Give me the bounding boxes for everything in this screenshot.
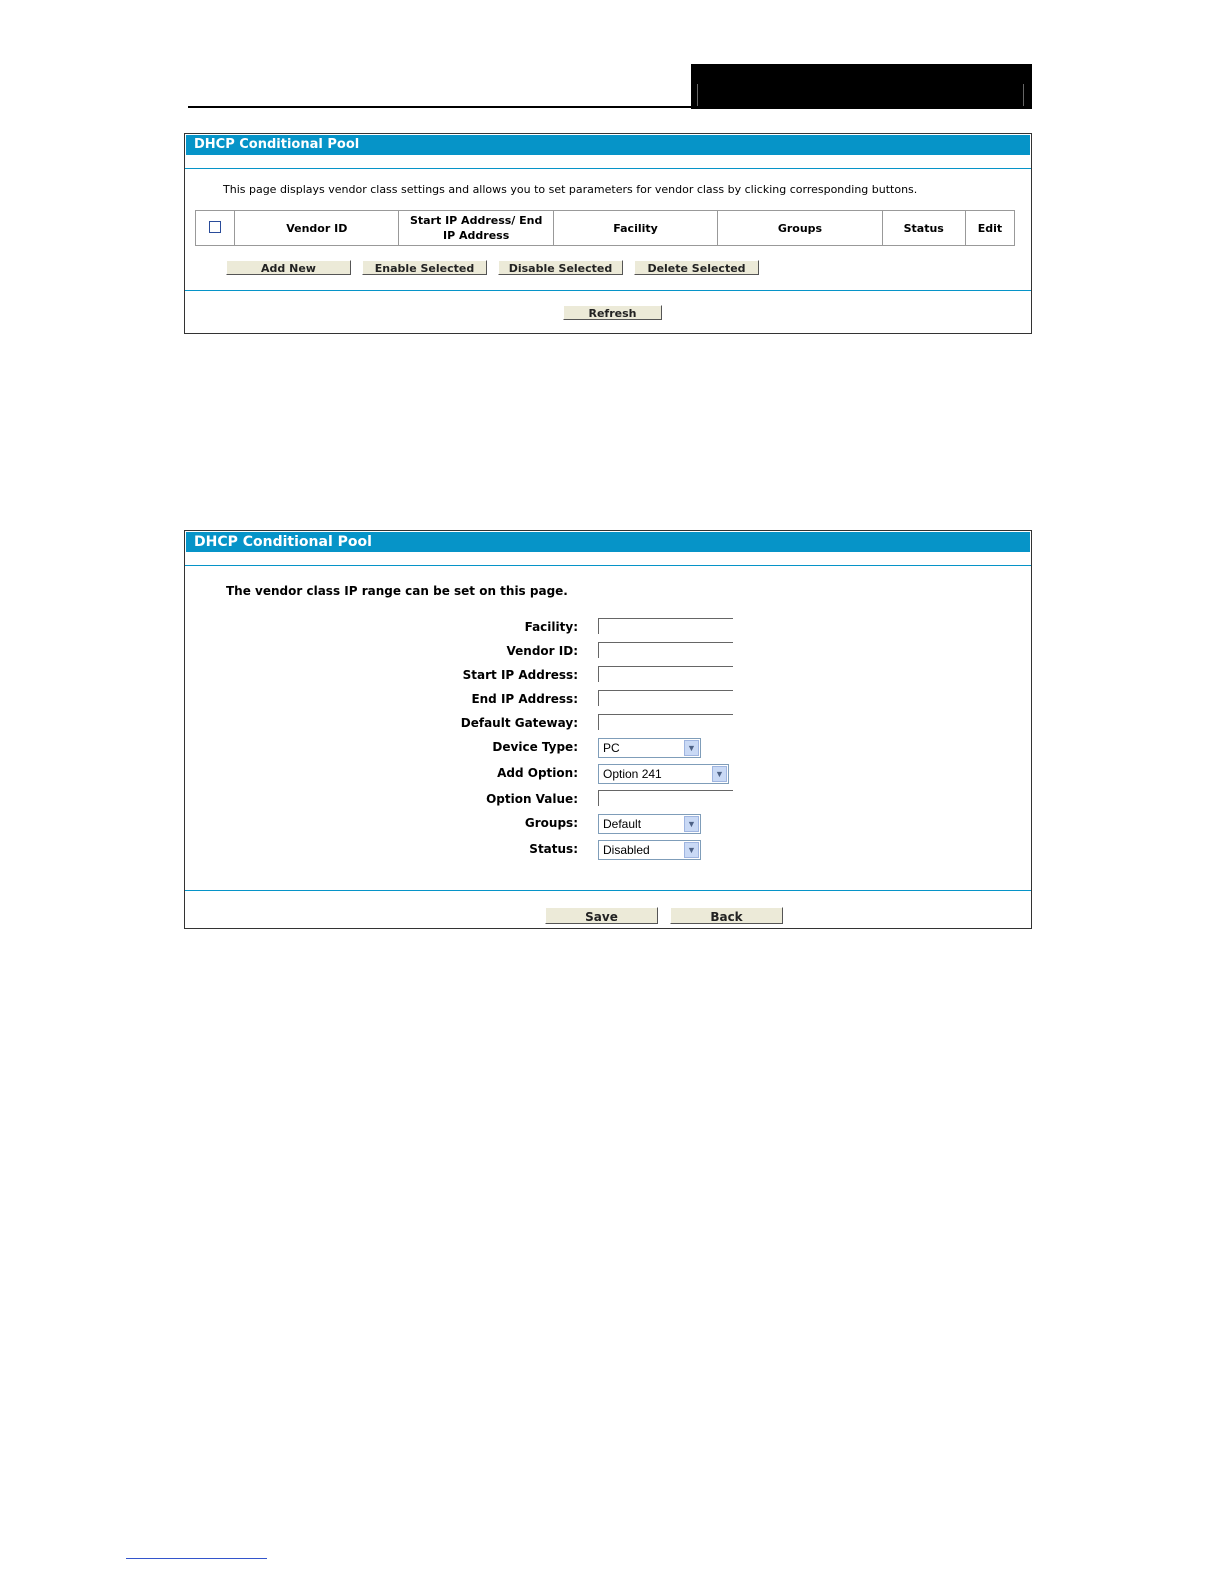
save-button[interactable]: Save [545,907,658,924]
chevron-down-icon[interactable]: ▼ [684,816,699,832]
disable-selected-button[interactable]: Disable Selected [498,260,623,275]
action-buttons [185,246,1031,290]
intro-text: This page displays vendor class settings and allows you to set parameters for vendor class by clicking corresponding buttons. [223,183,918,196]
delete-selected-button[interactable]: Delete Selected [634,260,759,275]
status-label: Status: [529,842,578,856]
start-ip-input[interactable] [598,666,733,682]
vendor-id-label: Vendor ID: [506,644,578,658]
chevron-down-icon[interactable]: ▼ [684,740,699,756]
header-rule [188,106,693,108]
device-type-select[interactable] [598,738,701,758]
col-vendor-id: Vendor ID [235,211,399,246]
facility-input[interactable] [598,618,733,634]
facility-label: Facility: [524,620,578,634]
chevron-down-icon[interactable]: ▼ [684,842,699,858]
device-type-label: Device Type: [492,740,578,754]
option-value-label: Option Value: [486,792,578,806]
device-type-value: PC [603,741,620,755]
status-select[interactable] [598,840,701,860]
status-value: Disabled [603,843,650,857]
refresh-button[interactable]: Refresh [563,305,662,320]
panel-title: DHCP Conditional Pool [186,135,1030,155]
vendor-id-input[interactable] [598,642,733,658]
header-block [691,64,1032,109]
start-ip-label: Start IP Address: [462,668,578,682]
vendor-class-edit-panel [184,530,1032,929]
col-status: Status [882,211,965,246]
groups-value: Default [603,817,642,831]
table-header-row [196,211,1015,246]
footer-link-underline [126,1558,267,1559]
add-option-value: Option 241 [603,767,662,781]
end-ip-input[interactable] [598,690,733,706]
col-facility: Facility [553,211,717,246]
col-groups: Groups [718,211,882,246]
intro-text: The vendor class IP range can be set on this page. [226,584,568,598]
enable-selected-button[interactable]: Enable Selected [362,260,487,275]
vendor-class-list-panel [184,133,1032,334]
groups-label: Groups: [524,816,578,830]
select-all-cell [196,211,235,246]
back-button[interactable]: Back [670,907,783,924]
chevron-down-icon[interactable]: ▼ [712,766,727,782]
panel-title: DHCP Conditional Pool [186,532,1030,552]
add-new-button[interactable]: Add New [226,260,351,275]
option-value-input[interactable] [598,790,733,806]
gateway-label: Default Gateway: [460,716,578,730]
add-option-select[interactable] [598,764,729,784]
end-ip-label: End IP Address: [471,692,578,706]
col-edit: Edit [965,211,1014,246]
add-option-label: Add Option: [497,766,578,780]
col-ip-range: Start IP Address/ End IP Address [399,211,553,246]
select-all-checkbox[interactable] [209,221,221,233]
groups-select[interactable] [598,814,701,834]
gateway-input[interactable] [598,714,733,730]
vendor-class-form [185,600,1031,890]
vendor-class-table [195,210,1015,246]
